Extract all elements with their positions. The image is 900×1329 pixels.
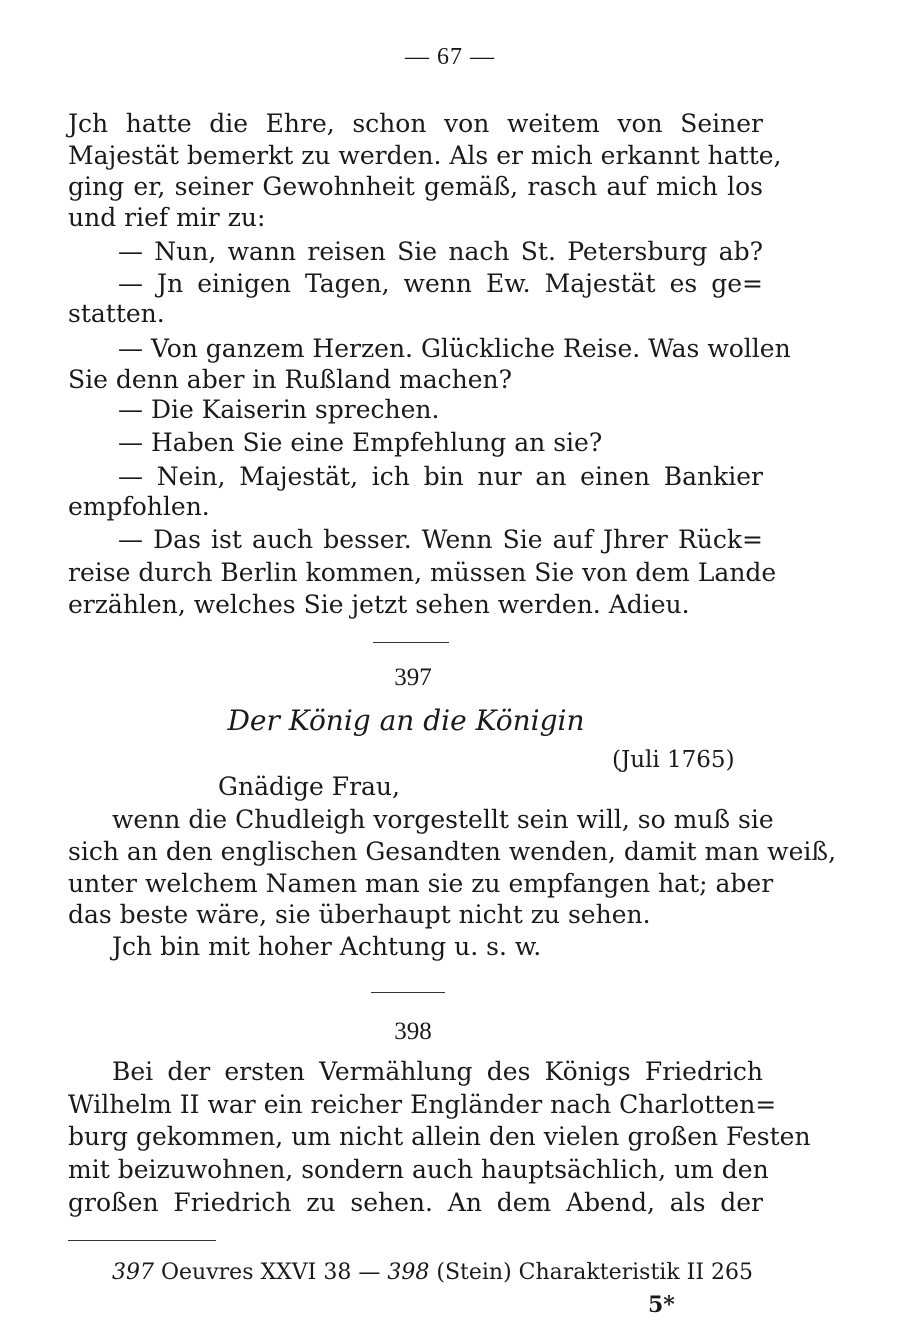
text-line: reise durch Berlin kommen, müssen Sie von dem Lande (68, 558, 777, 587)
section-number: 398 (394, 1018, 432, 1045)
salutation: Gnädige Frau, (218, 772, 400, 801)
text-line: — Nein, Majestät, ich bin nur an einen Bankier (118, 462, 763, 491)
text-line: und rief mir zu: (68, 203, 266, 232)
section-number: 397 (394, 664, 432, 691)
footnote-rule (68, 1240, 216, 1241)
text-line: — Haben Sie eine Empfehlung an sie? (118, 428, 603, 457)
text-line: sich an den englischen Gesandten wenden, damit man weiß, (68, 837, 837, 866)
text-line: — Nun, wann reisen Sie nach St. Petersburg ab? (118, 237, 763, 266)
letter-date: (Juli 1765) (612, 747, 735, 773)
page-number: — 67 — (405, 44, 495, 70)
text-line: Sie denn aber in Rußland machen? (68, 365, 513, 394)
footnote (112, 1260, 752, 1285)
section-divider (373, 642, 449, 643)
text-line: — Das ist auch besser. Wenn Sie auf Jhrer Rück= (118, 525, 763, 554)
footnote-ref: 398 (387, 1260, 430, 1285)
footnote-source: (Stein) Charakteristik II 265 (436, 1260, 754, 1285)
signature-mark: 5* (648, 1292, 675, 1318)
text-line: burg gekommen, um nicht allein den vielen großen Festen (68, 1122, 811, 1151)
closing-line: Jch bin mit hoher Achtung u. s. w. (112, 932, 542, 961)
text-line: Jch hatte die Ehre, schon von weitem von Seiner (68, 109, 763, 138)
text-line: empfohlen. (68, 492, 210, 521)
section-title: Der König an die Königin (227, 704, 585, 737)
text-line: Wilhelm II war ein reicher Engländer nach Charlotten= (68, 1090, 777, 1119)
text-line: Bei der ersten Vermählung des Königs Friedrich (112, 1057, 763, 1086)
footnote-source: Oeuvres XXVI 38 — (161, 1260, 381, 1285)
text-line: — Die Kaiserin sprechen. (118, 395, 440, 424)
text-line: mit beizuwohnen, sondern auch hauptsächlich, um den (68, 1155, 769, 1184)
text-line: ging er, seiner Gewohnheit gemäß, rasch auf mich los (68, 172, 763, 201)
text-line: Majestät bemerkt zu werden. Als er mich erkannt hatte, (68, 141, 782, 170)
text-line: statten. (68, 299, 165, 328)
text-line: wenn die Chudleigh vorgestellt sein will, so muß sie (112, 805, 774, 834)
text-line: — Jn einigen Tagen, wenn Ew. Majestät es ge= (118, 269, 763, 298)
text-line: das beste wäre, sie überhaupt nicht zu sehen. (68, 900, 651, 929)
footnote-ref: 397 (112, 1260, 154, 1285)
section-divider (371, 992, 445, 993)
text-line: erzählen, welches Sie jetzt sehen werden. Adieu. (68, 590, 690, 619)
text-line: großen Friedrich zu sehen. An dem Abend, als der (68, 1188, 763, 1217)
text-line: — Von ganzem Herzen. Glückliche Reise. Was wollen (118, 334, 791, 363)
text-line: unter welchem Namen man sie zu empfangen hat; aber (68, 869, 774, 898)
